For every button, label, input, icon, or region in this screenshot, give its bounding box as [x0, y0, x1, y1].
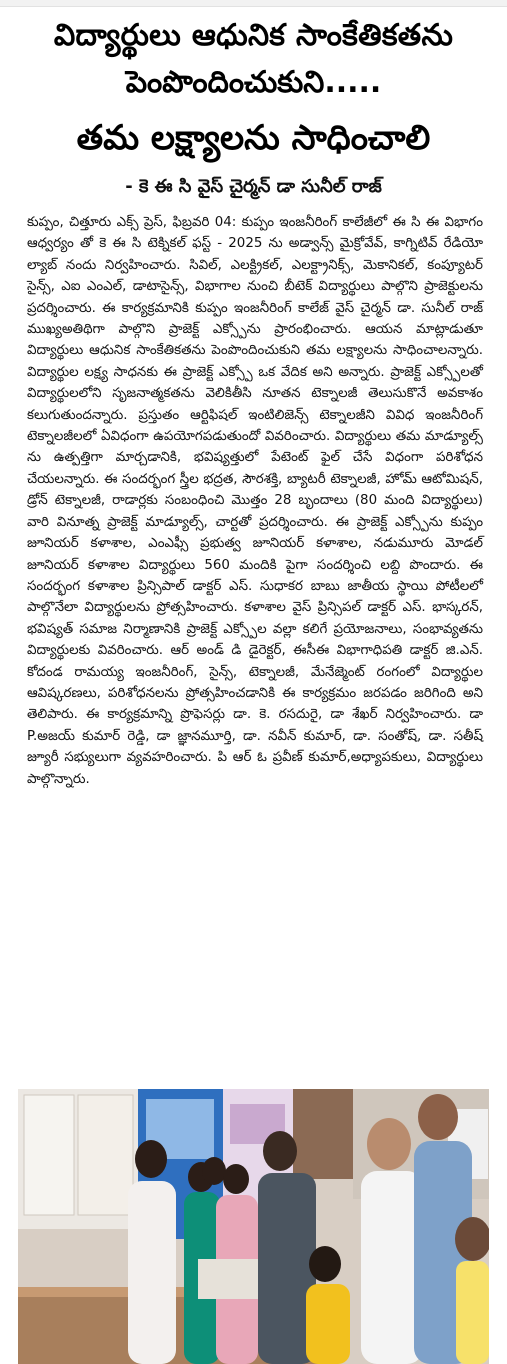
headline-line-2: పెంపొందించుకుని.....: [125, 65, 382, 100]
news-photo: [18, 1089, 489, 1364]
headline-line-1: విద్యార్థులు ఆధునిక సాంకేతికతను: [53, 18, 454, 53]
headline-line-3: తమ లక్ష్యాలను సాధించాలి: [76, 118, 431, 158]
article-body: కుప్పం, చిత్తూరు ఎక్స్ ప్రెస్, ఫిబ్రవరి 04: కుప్పం ఇంజనీరింగ్ కాలేజీలో ఈ సి ఈ విభాగం ఆధ్వర్యం తో కె ఈ సి టెక్నికల్ ఫస్ట్ - 2025 ను అడ్వాన్స్ మైక్రోవేవ్, కాగ్నిటివ్ రేడియో ల్యాబ్ నందు నిర్వహించారు. సివిల్, ఎలక్ట్రికల్, ఎలక్ట్రానిక్స్, మెకానికల్, కంప్యూటర్ సైన్స్, ఎఐ ఎంఎల్, డాటాసైన్స్, విభాగాల నుంచి బీటెక్ విద్యార్థులు పాల్గొని ప్రాజెక్టులను ప్రదర్శించారు. ఈ కార్యక్రమానికి కుప్పం ఇంజనీరింగ్ కాలేజ్ వైస్ చైర్మన్ డా. సునీల్ రాజ్ ముఖ్యఅతిథిగా పాల్గొని ప్రాజెక్ట్ ఎక్స్పోను ప్రారంభించారు. ఆయన మాట్లాడుతూ విద్యార్థులు ఆధునిక సాంకేతికతను పెంపొందించుకుని తమ లక్ష్యాలను సాధించాలన్నారు. విద్యార్థుల లక్ష్య సాధనకు ఈ ప్రాజెక్ట్ ఎక్స్పో ఒక వేదిక అని అన్నారు. ప్రాజెక్ట్ ఎక్స్పోలతో విద్యార్థులలోని సృజనాత్మకతను వెలికితీసి నూతన టెక్నాలజీ తెలుసుకొనే అవకాశం కలుగుతుందన్నారు. ప్రస్తుతం ఆర్టిఫిషల్ ఇంటిలిజెన్స్ టెక్నాలజీని వివిధ ఇంజనీరింగ్ టెక్నాలజీలలో ఏవిధంగా ఉపయోగపడుతుందో వివరించారు. విద్యార్థులు తమ మాడ్యూల్స్ ను ఉత్పత్తిగా మార్చడానికి, భవిష్యత్తులో పేటెంట్ ఫైల్ చేసే విధంగా పరిశోధన చేయలన్నారు. ఈ సందర్భంగ స్త్రీల భద్రత, సౌరశక్తి, బ్యాటరీ టెక్నాలజీ, హోమ్ ఆటోమిషన్, డ్రోన్ టెక్నాలజీ, రాడార్లకు సంబంధించి మొత్తం 28 బృందాలు (80 మంది విద్యార్థులు) వారి వినూత్న ప్రాజెక్ట్ మాడ్యూల్స్, చార్టతో ప్రదర్శించారు. ఈ ప్రాజెక్ట్ ఎక్స్పోను కుప్పం జూనియర్ కళాశాల, ఎంఎఫ్సీ ప్రభుత్వ జూనియర్ కళాశాల, నడుమూరు మోడల్ జూనియర్ కళాశాల విద్యార్థులు 560 మందికి పైగా సందర్శించి లబ్ది పొందారు. ఈ సందర్భంగ కళాశాల ప్రిన్సిపాల్ డాక్టర్ ఎస్. సుధాకర బాబు జాతీయ స్థాయి పోటీలలో పాల్గొనేలా విద్యార్థులను ప్రోత్సహించారు. కళాశాల వైస్ ప్రిన్సిపల్ డాక్టర్ ఎస్. భాస్కరన్, భవిష్యత్ సమాజ నిర్మాణానికి ప్రాజెక్ట్ ఎక్స్పోల వల్లా కలిగే ప్రయోజనాలు, సంభావ్యతను విద్యార్థులకు వివరించారు. ఆర్ అండ్ డి డైరెక్టర్, ఈసీఈ విభాగాధిపతి డాక్టర్ జి.ఎన్. కోదండ రామయ్య ఇంజనీరింగ్, సైన్స్, టెక్నాలజీ, మేనేజ్మెంట్ రంగంలో విద్యార్థుల ఆవిష్కరణలు, పరిశోధనలను ప్రోత్సహించడానికి ఈ కార్యక్రమం జరపడం జరిగింది అని తెలిపారు. ఈ కార్యక్రమాన్ని ప్రొఫెసర్లు డా. కె. రసదురై, డా శేఖర్ నిర్వహించారు. డా P.అజయ్ కుమార్ రెడ్డి, డా జ్ఞానమూర్తి, డా. నవీన్ కుమార్, డా. సంతోష్, డా. సతీష్ జ్యూరీ సభ్యులుగా వ్యవహరించారు. పి ఆర్ ఓ ప్రవీణ్ కుమార్,అధ్యాపకులు, విద్యార్థులు పాల్గొన్నారు.: [27, 215, 483, 787]
byline: - కె ఈ సి వైస్ చైర్మన్ డా సునీల్ రాజ్: [125, 176, 382, 197]
headline: [0, 14, 507, 166]
page-top-strip: [0, 0, 507, 7]
